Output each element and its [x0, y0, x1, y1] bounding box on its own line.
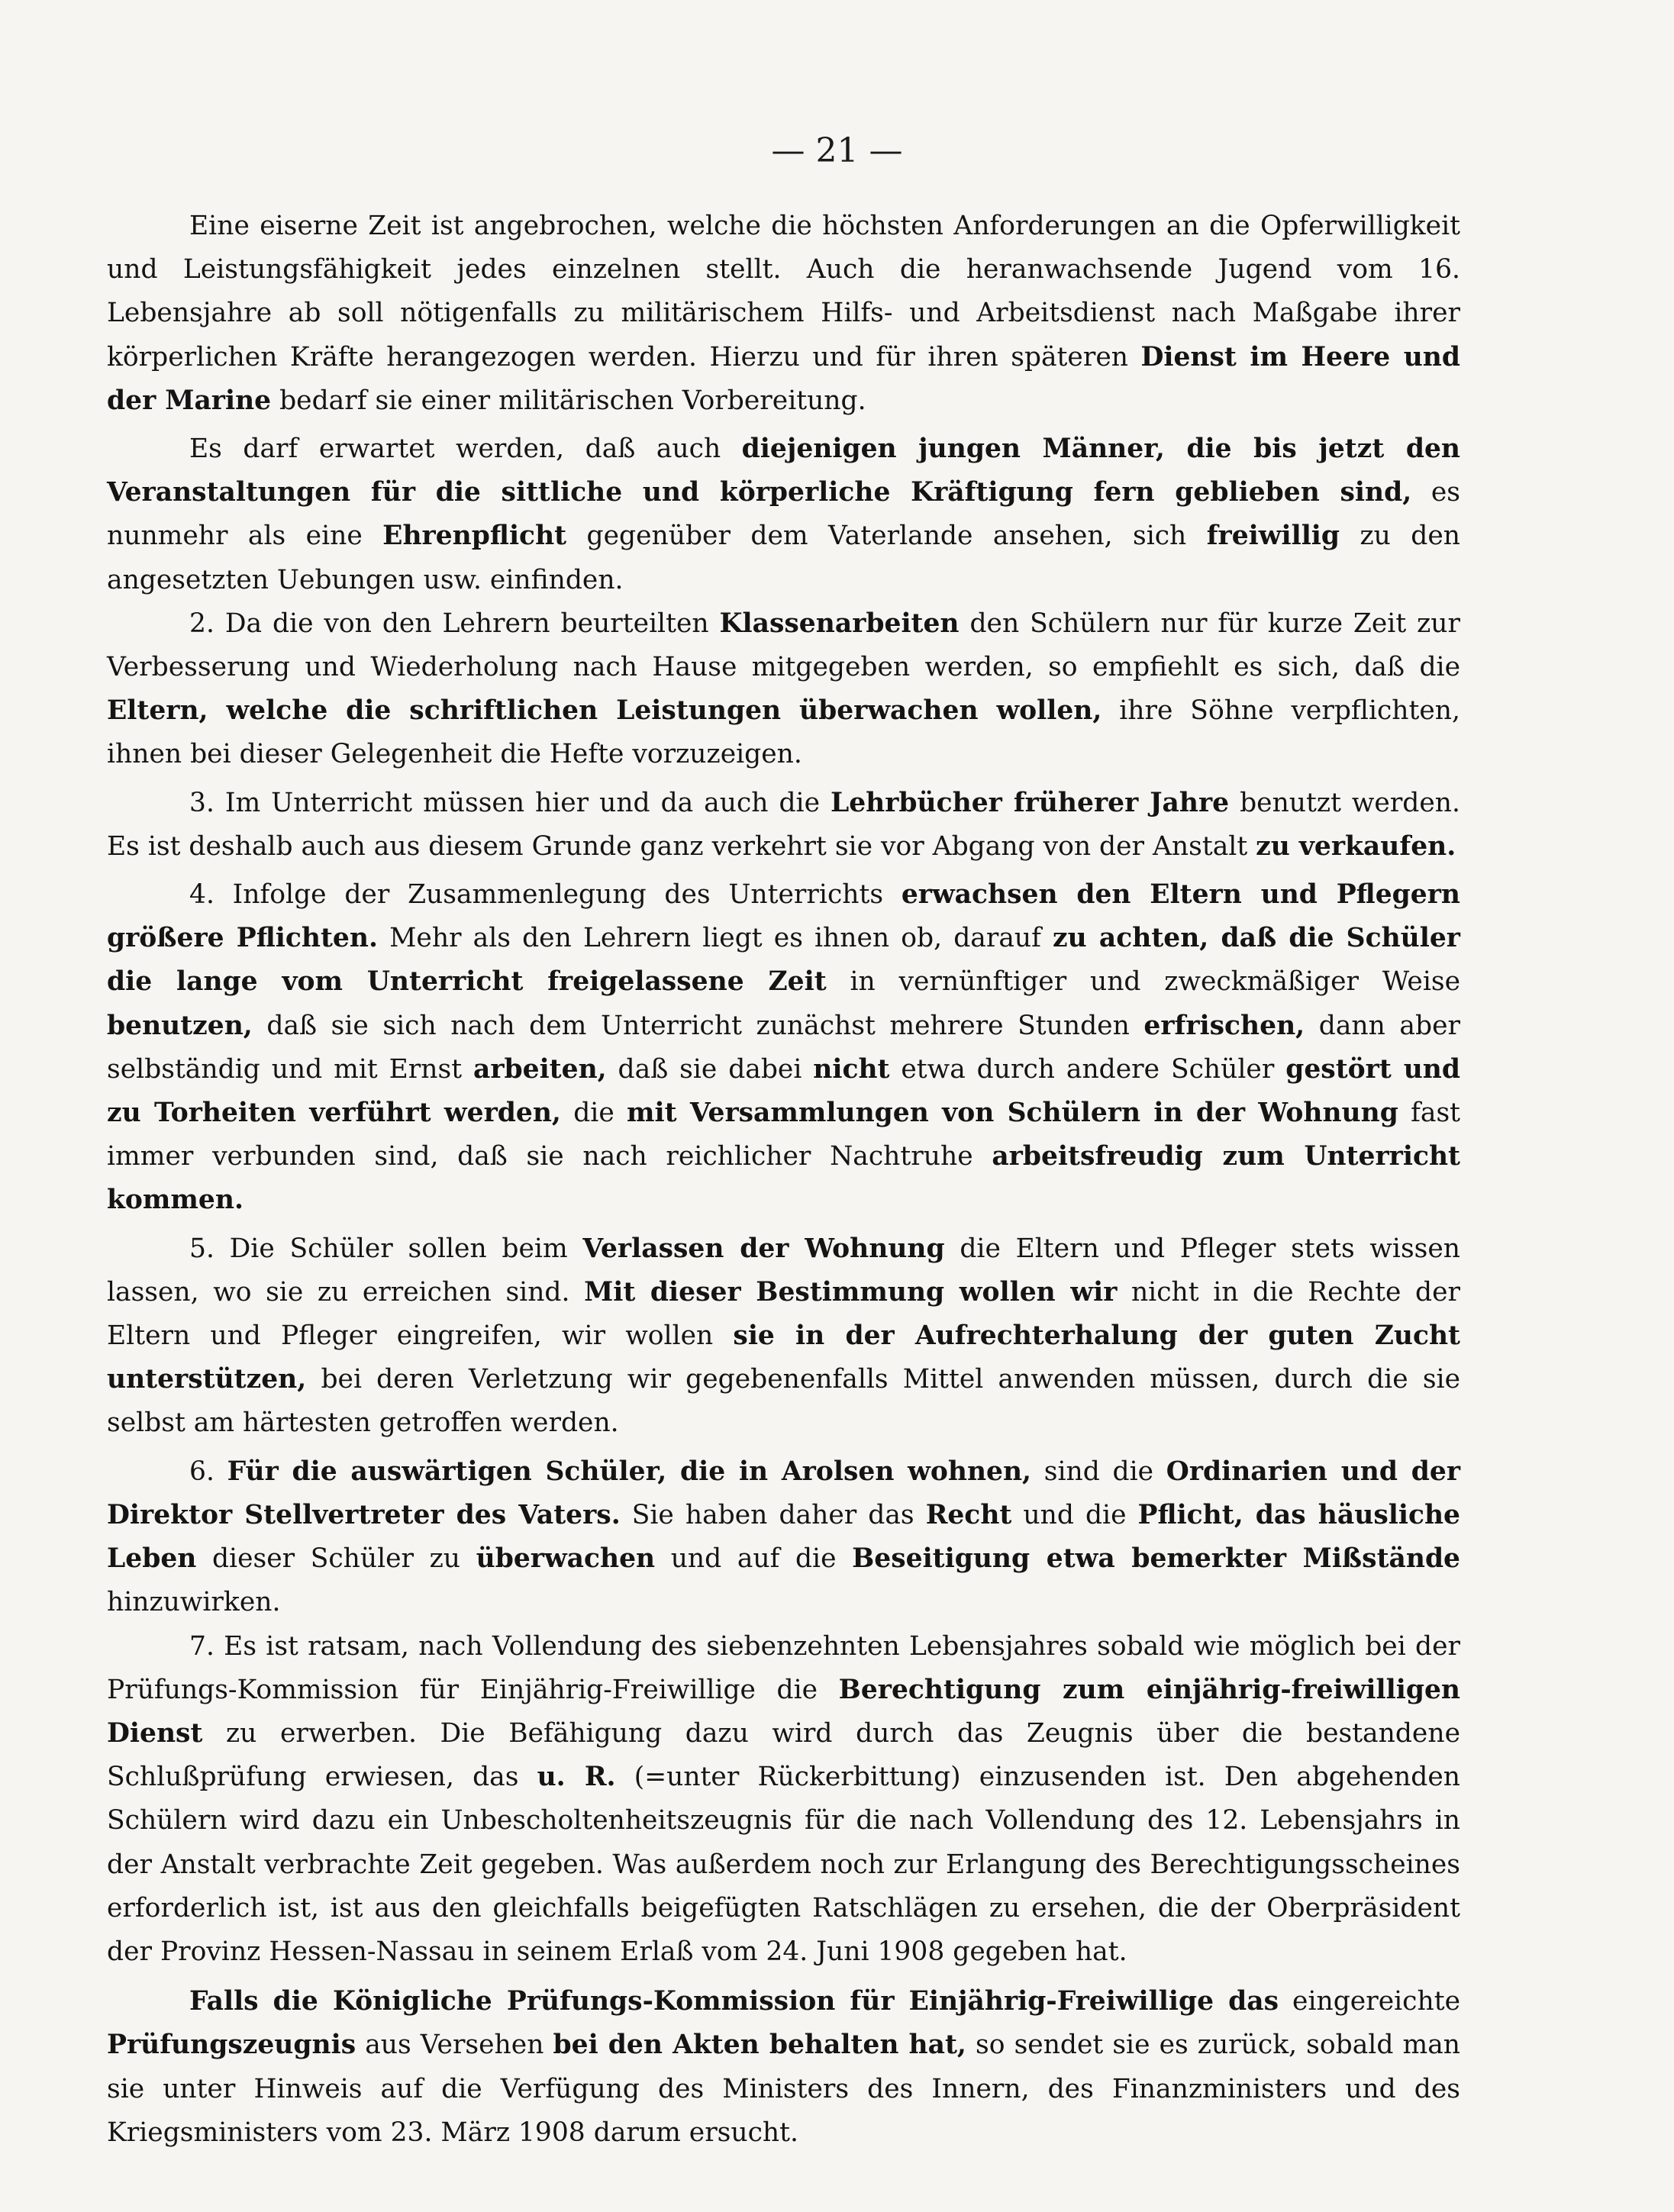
text-run: und die: [1011, 1499, 1138, 1530]
text-run: dieser Schüler zu: [196, 1543, 476, 1575]
emphasized-text: erfrischen,: [1143, 1010, 1305, 1041]
text-run: 5. Die Schüler sollen beim: [189, 1233, 583, 1264]
paragraph-falls: [107, 1980, 1460, 2155]
text-run: ihre Söhne verpflichten, ihnen bei dieser Gelegenheit die Hefte vorzuzeigen.: [107, 695, 1460, 770]
body-text: [107, 205, 1460, 2155]
emphasized-text: Dienst im Heere und der Marine: [107, 341, 1460, 416]
emphasized-text: Berechtigung zum einjährig-freiwilligen Dienst: [107, 1674, 1460, 1749]
paragraph-item-5: [107, 1227, 1460, 1446]
paragraph-item-2: [107, 602, 1460, 777]
text-run: bei deren Verletzung wir gegebenenfalls Mittel anwenden müssen, durch die sie selbst am härtesten getroffen werden.: [107, 1364, 1460, 1439]
text-run: Eine eiserne Zeit ist angebrochen, welche die höchsten Anforderungen an die Opferwilligkeit und Leistungsfähigkeit jedes einzelnen stellt. Auch die heranwachsende Jugend vom 16. Lebensjahre ab soll nötigenfalls zu militärischem Hilfs- und Arbeitsdienst nach Maßgabe ihrer körperlichen Kräfte herangezogen werden. Hierzu und für ihren späteren: [107, 211, 1460, 372]
text-run: Sie haben daher das: [620, 1499, 926, 1530]
text-run: eingereichte: [1279, 1986, 1460, 2017]
emphasized-text: u. R.: [537, 1762, 616, 1793]
text-run: es nunmehr als eine: [107, 477, 1461, 552]
text-run: und auf die: [655, 1543, 853, 1575]
page-number: — 21 —: [771, 131, 903, 170]
paragraph-item-7: [107, 1625, 1460, 1975]
text-run: aus Versehen: [356, 2030, 553, 2061]
text-run: Es darf erwartet werden, daß auch: [189, 434, 742, 465]
emphasized-text: zu achten, daß die Schüler die lange vom Unterricht freigelassene Zeit: [107, 923, 1460, 998]
emphasized-text: Für die auswärtigen Schüler, die in Arolsen wohnen,: [227, 1456, 1032, 1487]
text-run: daß sie dabei: [606, 1053, 814, 1085]
emphasized-text: Verlassen der Wohnung: [582, 1233, 945, 1264]
text-run: 4. Infolge der Zusammenlegung des Unterrichts: [189, 879, 902, 911]
text-run: zu den angesetzten Uebungen usw. einfinden.: [107, 521, 1460, 595]
emphasized-text: arbeiten,: [473, 1053, 607, 1085]
emphasized-text: erwachsen den Eltern und Pflegern größere Pflichten.: [107, 879, 1460, 954]
text-run: so sendet sie es zurück, sobald man sie unter Hinweis auf die Verfügung des Ministers des Innern, des Finanzministers und des Kriegsministers vom 23. März 1908 darum ersucht.: [107, 2030, 1460, 2148]
emphasized-text: Ehrenpflicht: [382, 521, 567, 552]
text-run: 6.: [189, 1456, 227, 1487]
emphasized-text: Lehrbücher früherer Jahre: [830, 787, 1230, 818]
text-run: sind die: [1031, 1456, 1166, 1487]
emphasized-text: mit Versammlungen von Schülern in der Wohnung: [627, 1098, 1398, 1129]
emphasized-text: Klassenarbeiten: [719, 608, 960, 639]
emphasized-text: benutzen,: [107, 1010, 253, 1041]
text-run: benutzt werden. Es ist deshalb auch aus diesem Grunde ganz verkehrt sie vor Abgang von der Anstalt: [107, 787, 1460, 862]
emphasized-text: zu verkaufen.: [1256, 830, 1456, 862]
text-run: 7. Es ist ratsam, nach Vollendung des siebenzehnten Lebensjahres sobald wie möglich bei der Prüfungs-Kommission für Einjährig-Freiwillige die: [107, 1630, 1460, 1705]
text-run: 3. Im Unterricht müssen hier und da auch die: [189, 787, 831, 818]
emphasized-text: freiwillig: [1206, 521, 1340, 552]
text-run: (=unter Rückerbittung) einzusenden ist. Den abgehenden Schülern wird dazu ein Unbescholtenheitszeugnis für die nach Vollendung des 12. Lebensjahrs in der Anstalt verbrachte Zeit gegeben. Was außerdem noch zur Erlangung des Berechtigungsscheines erforderlich ist, ist aus den gleichfalls beigefügten Ratschlägen zu ersehen, die der Oberpräsident der Provinz Hessen-Nassau in seinem Erlaß vom 24. Juni 1908 gegeben hat.: [107, 1762, 1460, 1967]
text-run: nicht in die Rechte der Eltern und Pfleger eingreifen, wir wollen: [107, 1276, 1460, 1352]
emphasized-text: Falls die Königliche Prüfungs-Kommission für Einjährig-Freiwillige das: [189, 1986, 1279, 2017]
text-run: die Eltern und Pfleger stets wissen lassen, wo sie zu erreichen sind.: [107, 1233, 1460, 1308]
emphasized-text: bei den Akten behalten hat,: [553, 2030, 966, 2061]
emphasized-text: Mit dieser Bestimmung wollen wir: [584, 1276, 1118, 1308]
paragraph-item-3: [107, 782, 1460, 869]
text-run: den Schülern nur für kurze Zeit zur Verbesserung und Wiederholung nach Hause mitgegeben werden, so empfiehlt es sich, daß die: [107, 608, 1460, 683]
emphasized-text: gestört und zu Torheiten verführt werden,: [107, 1053, 1460, 1129]
emphasized-text: überwachen: [476, 1543, 656, 1575]
emphasized-text: Pflicht, das häusliche Leben: [107, 1499, 1460, 1575]
text-run: hinzuwirken.: [107, 1587, 281, 1618]
emphasized-text: Beseitigung etwa bemerkter Mißstände: [852, 1543, 1461, 1575]
emphasized-text: nicht: [813, 1053, 890, 1085]
emphasized-text: diejenigen jungen Männer, die bis jetzt den Veranstaltungen für die sittliche und körperliche Kräftigung fern geblieben sind,: [107, 434, 1460, 508]
text-run: dann aber selbständig und mit Ernst: [107, 1010, 1460, 1085]
text-run: Mehr als den Lehrern liegt es ihnen ob, darauf: [377, 923, 1053, 954]
text-run: 2. Da die von den Lehrern beurteilten: [189, 608, 720, 639]
paragraph-item-6: [107, 1450, 1460, 1625]
text-run: bedarf sie einer militärischen Vorbereitung.: [271, 385, 866, 416]
text-run: daß sie sich nach dem Unterricht zunächst mehrere Stunden: [252, 1010, 1144, 1041]
paragraph-intro: [107, 205, 1460, 423]
text-run: die: [560, 1098, 627, 1129]
text-run: zu erwerben. Die Befähigung dazu wird durch das Zeugnis über die bestandene Schlußprüfung erwiesen, das: [107, 1717, 1460, 1793]
emphasized-text: sie in der Aufrechterhalung der guten Zucht unterstützen,: [107, 1320, 1460, 1395]
text-run: gegenüber dem Vaterlande ansehen, sich: [566, 521, 1207, 552]
emphasized-text: arbeitsfreudig zum Unterricht kommen.: [107, 1141, 1460, 1216]
text-run: fast immer verbunden sind, daß sie nach reichlicher Nachtruhe: [107, 1098, 1461, 1172]
emphasized-text: Recht: [925, 1499, 1012, 1530]
text-run: in vernünftiger und zweckmäßiger Weise: [826, 966, 1460, 998]
emphasized-text: Eltern, welche die schriftlichen Leistungen überwachen wollen,: [107, 695, 1102, 727]
paragraph-expectation: [107, 427, 1460, 602]
emphasized-text: Ordinarien und der Direktor Stellvertreter des Vaters.: [107, 1456, 1461, 1530]
paragraph-item-4: [107, 873, 1460, 1223]
text-run: etwa durch andere Schüler: [889, 1053, 1286, 1085]
emphasized-text: Prüfungszeugnis: [107, 2030, 356, 2061]
